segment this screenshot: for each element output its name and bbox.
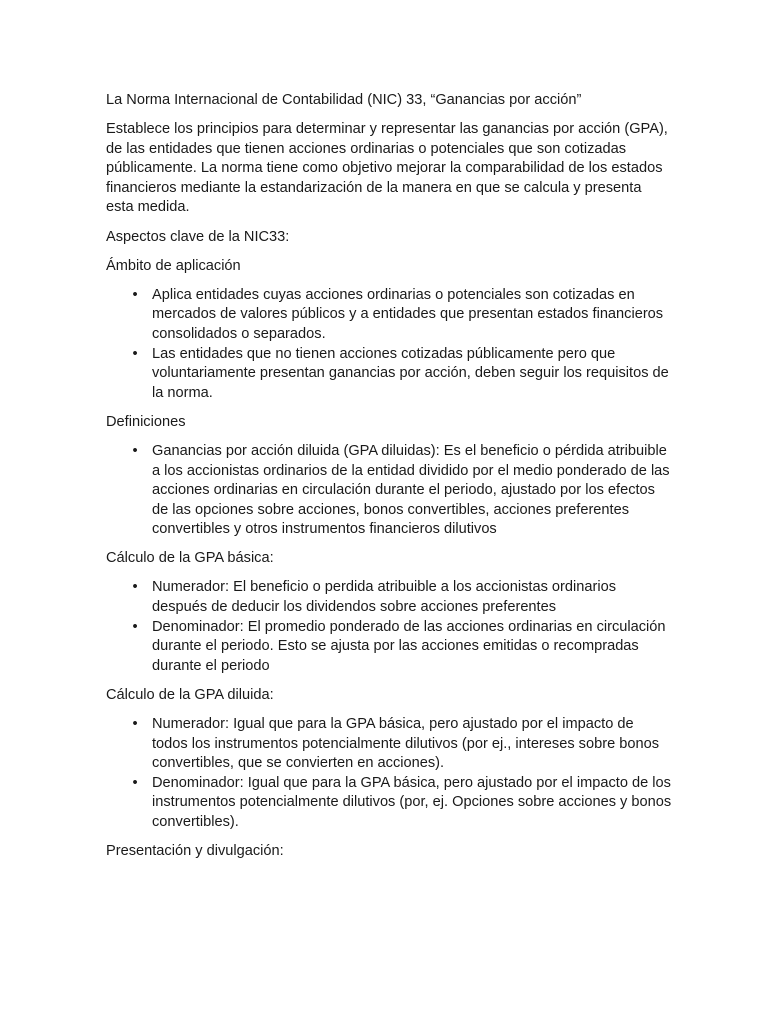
diluted-calc-heading: Cálculo de la GPA diluida:: [106, 686, 274, 703]
list-item: [132, 286, 672, 345]
bullet-icon: •: [132, 579, 138, 596]
basic-calc-heading: Cálculo de la GPA básica:: [106, 550, 274, 567]
list-item-text: Denominador: El promedio ponderado de las acciones ordinarias en circulación durante el periodo. Esto se ajusta por las acciones emitidas o recompradas durante el periodo: [152, 618, 666, 674]
list-item: [132, 578, 672, 617]
intro-paragraph: Establece los principios para determinar y representar las ganancias por acción (GPA), de las entidades que tienen acciones ordinarias o potenciales que son cotizadas públicamente. La norma tiene como objetivo mejorar la comparabilidad de los estados financieros mediante la estandarización de la manera en que se calcula y presenta esta medida.: [106, 121, 668, 216]
diluted-calc-list: [106, 715, 672, 833]
list-item-text: Ganancias por acción diluida (GPA diluidas): Es el beneficio o pérdida atribuible a los accionistas ordinarios de la entidad dividido por el medio ponderado de las acciones ordinarias en circulación durante el periodo, ajustado por los efectos de las opciones sobre acciones, bonos convertibles, acciones preferentes convertibles y otros instrumentos financieros dilutivos: [152, 442, 670, 538]
bullet-icon: •: [132, 716, 138, 733]
bullet-icon: •: [132, 286, 138, 303]
presentation-heading: Presentación y divulgación:: [106, 843, 284, 860]
definitions-list: [106, 442, 672, 540]
list-item-text: Numerador: El beneficio o perdida atribuible a los accionistas ordinarios después de deducir los dividendos sobre acciones preferentes: [152, 579, 617, 616]
list-item-text: Aplica entidades cuyas acciones ordinarias o potenciales son cotizadas en mercados de valores públicos y a entidades que presentan estados financieros consolidados o separados.: [152, 286, 664, 342]
list-item-text: Numerador: Igual que para la GPA básica, pero ajustado por el impacto de todos los instrumentos potencialmente dilutivos (por ej., intereses sobre bonos convertibles, que se convierten en acciones).: [152, 716, 659, 772]
bullet-icon: •: [132, 618, 138, 635]
bullet-icon: •: [132, 345, 138, 362]
list-item: [132, 774, 672, 833]
key-aspects-heading: Aspectos clave de la NIC33:: [106, 228, 290, 245]
list-item: [132, 715, 672, 774]
list-item-text: Denominador: Igual que para la GPA básica, pero ajustado por el impacto de los instrumentos potencialmente dilutivos (por, ej. Opciones sobre acciones y bonos convertibles).: [152, 774, 672, 830]
list-item: [132, 345, 672, 404]
scope-list: [106, 286, 672, 404]
list-item: [132, 618, 672, 677]
scope-heading: Ámbito de aplicación: [106, 257, 241, 274]
document-title: La Norma Internacional de Contabilidad (NIC) 33, “Ganancias por acción”: [106, 92, 582, 108]
basic-calc-list: [106, 578, 672, 676]
definitions-heading: Definiciones: [106, 413, 186, 430]
bullet-icon: •: [132, 774, 138, 791]
list-item-text: Las entidades que no tienen acciones cotizadas públicamente pero que voluntariamente presentan ganancias por acción, deben seguir los requisitos de la norma.: [152, 345, 669, 401]
list-item: [132, 442, 672, 540]
bullet-icon: •: [132, 442, 138, 459]
